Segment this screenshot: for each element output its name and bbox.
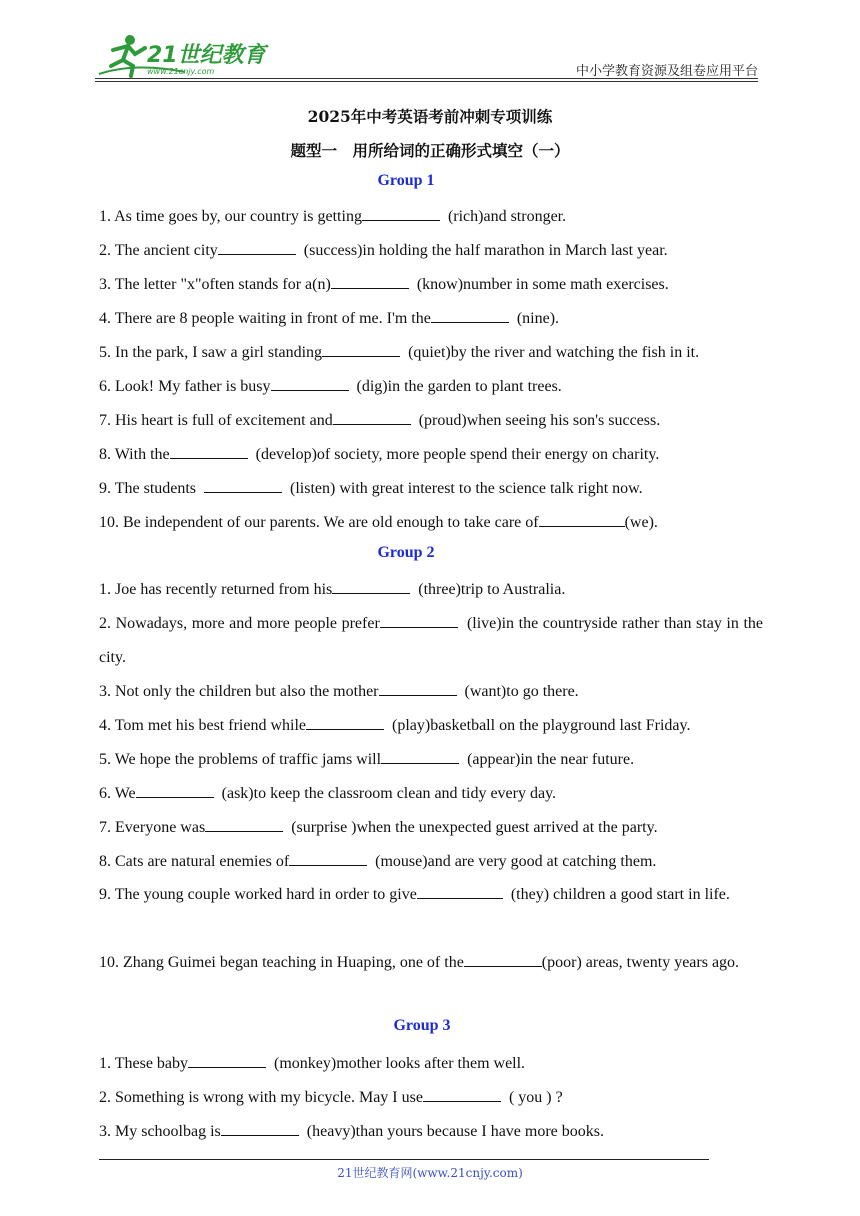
question-hint: (live)in the countryside rather than stay in the city. bbox=[99, 615, 768, 666]
answer-blank[interactable] bbox=[271, 376, 349, 391]
question-item bbox=[99, 370, 763, 404]
question-item bbox=[99, 472, 763, 506]
question-text: 7. Everyone was bbox=[99, 819, 206, 836]
answer-blank[interactable] bbox=[431, 308, 509, 323]
question-text: 6. We bbox=[99, 785, 136, 802]
footer-text[interactable]: 21世纪教育网(www.21cnjy.com) bbox=[337, 1166, 523, 1180]
question-text: 1. These baby bbox=[99, 1055, 189, 1072]
answer-blank[interactable] bbox=[170, 444, 248, 459]
question-text: 1. As time goes by, our country is getting bbox=[99, 208, 362, 225]
answer-blank[interactable] bbox=[380, 613, 458, 628]
answer-blank[interactable] bbox=[362, 206, 440, 221]
question-text: 5. In the park, I saw a girl standing bbox=[99, 344, 323, 361]
page-title: 2025年中考英语考前冲刺专项训练 bbox=[307, 107, 553, 126]
answer-blank[interactable] bbox=[539, 512, 625, 527]
answer-blank[interactable] bbox=[423, 1087, 501, 1102]
question-text: 3. Not only the children but also the mother bbox=[99, 683, 379, 700]
question-text: 2. The ancient city bbox=[99, 242, 218, 259]
question-item bbox=[99, 675, 763, 709]
question-hint: (quiet)by the river and watching the fish in it. bbox=[400, 344, 700, 361]
question-item bbox=[99, 946, 763, 980]
question-item bbox=[99, 811, 763, 845]
answer-blank[interactable] bbox=[306, 715, 384, 730]
question-item bbox=[99, 1081, 763, 1115]
answer-blank[interactable] bbox=[221, 1121, 299, 1136]
question-item bbox=[99, 743, 763, 777]
question-item bbox=[99, 268, 763, 302]
question-hint: (heavy)than yours because I have more books. bbox=[298, 1123, 605, 1140]
question-item bbox=[99, 336, 763, 370]
question-text: 4. Tom met his best friend while bbox=[99, 717, 306, 734]
header-divider-thin bbox=[95, 81, 758, 82]
answer-blank[interactable] bbox=[417, 884, 503, 899]
question-text: 2. Something is wrong with my bicycle. May I use bbox=[99, 1089, 423, 1106]
question-hint: (success)in holding the half marathon in March last year. bbox=[295, 242, 668, 259]
question-item bbox=[99, 438, 763, 472]
question-hint: (dig)in the garden to plant trees. bbox=[348, 378, 562, 395]
question-text: 8. Cats are natural enemies of bbox=[99, 853, 290, 870]
site-logo[interactable] bbox=[95, 32, 270, 78]
question-hint: (want)to go there. bbox=[456, 683, 579, 700]
question-hint: (proud)when seeing his son's success. bbox=[410, 412, 661, 429]
answer-blank[interactable] bbox=[322, 342, 400, 357]
logo-url: www.21cnjy.com bbox=[147, 67, 215, 76]
question-text: 3. My schoolbag is bbox=[99, 1123, 221, 1140]
question-hint: (mouse)and are very good at catching them. bbox=[367, 853, 657, 870]
question-text: 2. Nowadays, more and more people prefer bbox=[99, 615, 380, 632]
question-hint: (know)number in some math exercises. bbox=[408, 276, 669, 293]
question-text: 1. Joe has recently returned from his bbox=[99, 581, 333, 598]
question-text: 9. The students bbox=[99, 480, 205, 497]
question-item bbox=[99, 200, 763, 234]
question-hint: (poor) areas, twenty years ago. bbox=[541, 954, 740, 971]
question-text: 10. Zhang Guimei began teaching in Huaping, one of the bbox=[99, 954, 464, 971]
question-item bbox=[99, 573, 763, 607]
question-hint: (they) children a good start in life. bbox=[502, 886, 730, 903]
question-hint: (we). bbox=[624, 514, 658, 531]
group-heading: Group 3 bbox=[393, 1017, 451, 1034]
question-item bbox=[99, 1047, 763, 1081]
answer-blank[interactable] bbox=[218, 240, 296, 255]
answer-blank[interactable] bbox=[331, 274, 409, 289]
answer-blank[interactable] bbox=[332, 579, 410, 594]
question-hint: (develop)of society, more people spend their energy on charity. bbox=[247, 446, 660, 463]
question-item bbox=[99, 1115, 763, 1149]
answer-blank[interactable] bbox=[136, 783, 214, 798]
question-hint: (surprise )when the unexpected guest arrived at the party. bbox=[283, 819, 658, 836]
question-hint: ( you ) ? bbox=[500, 1089, 563, 1106]
answer-blank[interactable] bbox=[381, 749, 459, 764]
answer-blank[interactable] bbox=[379, 681, 457, 696]
question-item bbox=[99, 506, 763, 540]
page-header bbox=[95, 32, 758, 80]
question-item bbox=[99, 709, 763, 743]
question-hint: (three)trip to Australia. bbox=[410, 581, 566, 598]
question-text: 10. Be independent of our parents. We are old enough to take care of bbox=[99, 514, 539, 531]
question-text: 7. His heart is full of excitement and bbox=[99, 412, 333, 429]
question-item bbox=[99, 234, 763, 268]
question-item bbox=[99, 777, 763, 811]
group-heading: Group 2 bbox=[377, 544, 435, 561]
answer-blank[interactable] bbox=[289, 851, 367, 866]
page-subtitle: 题型一 用所给词的正确形式填空（一） bbox=[290, 141, 570, 160]
footer-divider bbox=[99, 1159, 709, 1160]
question-text: 3. The letter "x"often stands for a(n) bbox=[99, 276, 331, 293]
question-hint: (listen) with great interest to the science talk right now. bbox=[282, 480, 643, 497]
question-item bbox=[99, 607, 768, 675]
question-hint: (ask)to keep the classroom clean and tidy every day. bbox=[213, 785, 557, 802]
runner-logo-icon bbox=[95, 32, 270, 78]
question-hint: (monkey)mother looks after them well. bbox=[266, 1055, 526, 1072]
question-text: 4. There are 8 people waiting in front of me. I'm the bbox=[99, 310, 431, 327]
question-item bbox=[99, 878, 763, 912]
answer-blank[interactable] bbox=[464, 952, 542, 967]
answer-blank[interactable] bbox=[205, 817, 283, 832]
question-hint: (play)basketball on the playground last Friday. bbox=[384, 717, 691, 734]
header-divider bbox=[95, 78, 758, 79]
answer-blank[interactable] bbox=[188, 1053, 266, 1068]
platform-name: 中小学教育资源及组卷应用平台 bbox=[575, 64, 758, 79]
question-text: 8. With the bbox=[99, 446, 170, 463]
group-heading: Group 1 bbox=[377, 172, 435, 189]
question-item bbox=[99, 404, 763, 438]
question-hint: (appear)in the near future. bbox=[459, 751, 635, 768]
question-text: 9. The young couple worked hard in order to give bbox=[99, 886, 417, 903]
question-text: 5. We hope the problems of traffic jams will bbox=[99, 751, 382, 768]
question-item bbox=[99, 845, 763, 879]
logo-text: 21世纪教育 bbox=[147, 43, 266, 68]
question-hint: (rich)and stronger. bbox=[439, 208, 567, 225]
question-hint: (nine). bbox=[508, 310, 560, 327]
question-item bbox=[99, 302, 763, 336]
question-text: 6. Look! My father is busy bbox=[99, 378, 271, 395]
answer-blank[interactable] bbox=[204, 478, 282, 493]
answer-blank[interactable] bbox=[333, 410, 411, 425]
